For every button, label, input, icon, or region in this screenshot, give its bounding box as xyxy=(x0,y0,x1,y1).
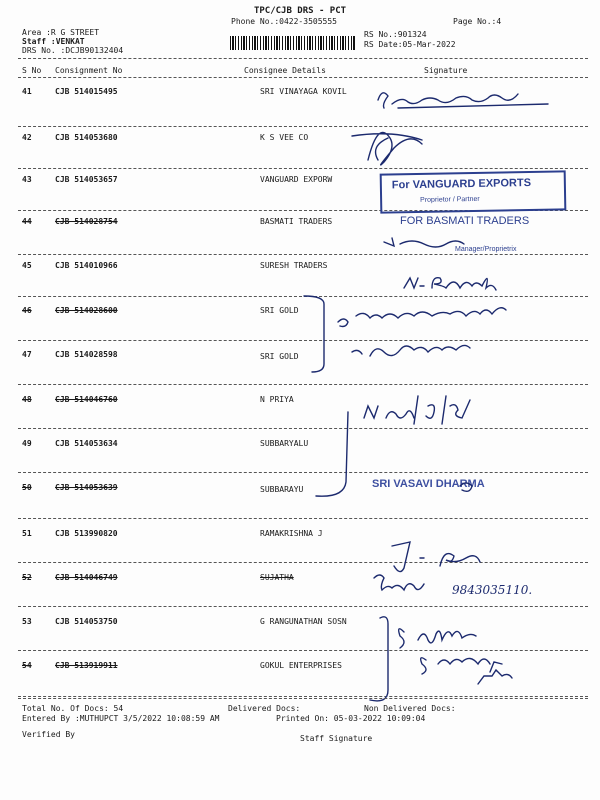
row-sno: 49 xyxy=(22,439,32,448)
vanguard-stamp-sub: Proprietor / Partner xyxy=(420,195,480,204)
row-consignment: CJB 514010966 xyxy=(55,261,118,270)
row-consignee: BASMATI TRADERS xyxy=(260,217,333,226)
page-number: Page No.:4 xyxy=(453,17,502,26)
row-consignee: G RANGUNATHAN SOSN xyxy=(260,617,347,626)
table-row xyxy=(0,472,600,514)
footer-divider xyxy=(18,698,588,699)
vasavi-stamp: SRI VASAVI DHARMA xyxy=(372,478,485,490)
row-sno: 44 xyxy=(22,217,32,226)
row-divider xyxy=(18,696,588,697)
columns-divider xyxy=(18,77,588,78)
row-consignment: CJB 513990820 xyxy=(55,529,118,538)
row-sno: 42 xyxy=(22,133,32,142)
row-consignment: CJB 514053634 xyxy=(55,439,118,448)
row-sno: 45 xyxy=(22,261,32,270)
column-consignee: Consignee Details xyxy=(244,66,326,75)
row-consignee: SUBBARYALU xyxy=(260,439,309,448)
row-sno: 52 xyxy=(22,573,32,582)
handwritten-phone: 9843035110. xyxy=(452,583,533,597)
staff-signature: Staff Signature xyxy=(300,734,373,743)
column-sno: S No xyxy=(22,66,42,75)
row-consignment: CJB 514046749 xyxy=(55,573,118,582)
area-label: Area :R G STREET xyxy=(22,28,100,37)
document-title: TPC/CJB DRS - PCT xyxy=(253,6,347,16)
row-sno: 53 xyxy=(22,617,32,626)
row-sno: 43 xyxy=(22,175,32,184)
row-consignee: RAMAKRISHNA J xyxy=(260,529,323,538)
vanguard-stamp xyxy=(380,170,567,213)
table-row xyxy=(0,428,600,470)
row-consignment: CJB 514028598 xyxy=(55,350,118,359)
row-sno: 50 xyxy=(22,483,32,492)
table-row xyxy=(0,606,600,648)
row-consignment: CJB 514053750 xyxy=(55,617,118,626)
staff-label: Staff :VENKAT xyxy=(22,37,85,46)
row-consignee: N PRIYA xyxy=(260,395,294,404)
table-row xyxy=(0,518,600,560)
row-consignee: SUBBARAYU xyxy=(260,485,304,494)
row-consignment: CJB 514053657 xyxy=(55,175,118,184)
table-row xyxy=(0,340,600,382)
phone-number: Phone No.:0422-3505555 xyxy=(231,17,337,26)
basmati-stamp-sub: Manager/Proprietrix xyxy=(455,246,517,253)
vanguard-stamp-text: For VANGUARD EXPORTS xyxy=(391,176,532,192)
row-sno: 41 xyxy=(22,87,32,96)
row-sno: 47 xyxy=(22,350,32,359)
table-row xyxy=(0,296,600,338)
row-consignee: SRI VINAYAGA KOVIL xyxy=(260,87,347,96)
row-sno: 51 xyxy=(22,529,32,538)
row-consignee: SUJATHA xyxy=(260,573,294,582)
row-consignment: CJB 514028754 xyxy=(55,217,118,226)
row-consignee: GOKUL ENTERPRISES xyxy=(260,661,342,670)
barcode-image xyxy=(230,36,355,50)
row-consignee: SRI GOLD xyxy=(260,352,299,361)
non-delivered-docs: Non Delivered Docs: xyxy=(364,704,456,713)
table-row xyxy=(0,650,600,692)
header-divider xyxy=(18,58,588,59)
column-signature: Signature xyxy=(424,66,468,75)
row-sno: 46 xyxy=(22,306,32,315)
row-consignee: K S VEE CO xyxy=(260,133,309,142)
row-sno: 54 xyxy=(22,661,32,670)
row-consignee: SRI GOLD xyxy=(260,306,299,315)
rs-number: RS No.:901324 xyxy=(364,30,427,39)
row-consignee: VANGUARD EXPORW xyxy=(260,175,333,184)
rs-date: RS Date:05-Mar-2022 xyxy=(364,40,456,49)
verified-by: Verified By xyxy=(22,730,75,739)
row-consignment: CJB 514046760 xyxy=(55,395,118,404)
row-consignment: CJB 514028600 xyxy=(55,306,118,315)
table-row xyxy=(0,254,600,296)
drs-number: DRS No. :DCJB90132404 xyxy=(22,46,124,55)
basmati-stamp: FOR BASMATI TRADERS xyxy=(400,215,530,227)
total-docs: Total No. Of Docs: 54 xyxy=(22,704,124,713)
table-row xyxy=(0,126,600,168)
row-consignment: CJB 514053680 xyxy=(55,133,118,142)
column-consignment: Consignment No xyxy=(55,66,123,75)
printed-on: Printed On: 05-03-2022 10:09:04 xyxy=(276,714,426,723)
table-row xyxy=(0,80,600,122)
table-row xyxy=(0,384,600,426)
row-sno: 48 xyxy=(22,395,32,404)
row-consignment: CJB 514015495 xyxy=(55,87,118,96)
row-consignee: SURESH TRADERS xyxy=(260,261,328,270)
entered-by: Entered By :MUTHUPCT 3/5/2022 10:08:59 AM xyxy=(22,714,220,723)
delivered-docs: Delivered Docs: xyxy=(228,704,301,713)
row-consignment: CJB 513919911 xyxy=(55,661,118,670)
row-consignment: CJB 514053639 xyxy=(55,483,118,492)
